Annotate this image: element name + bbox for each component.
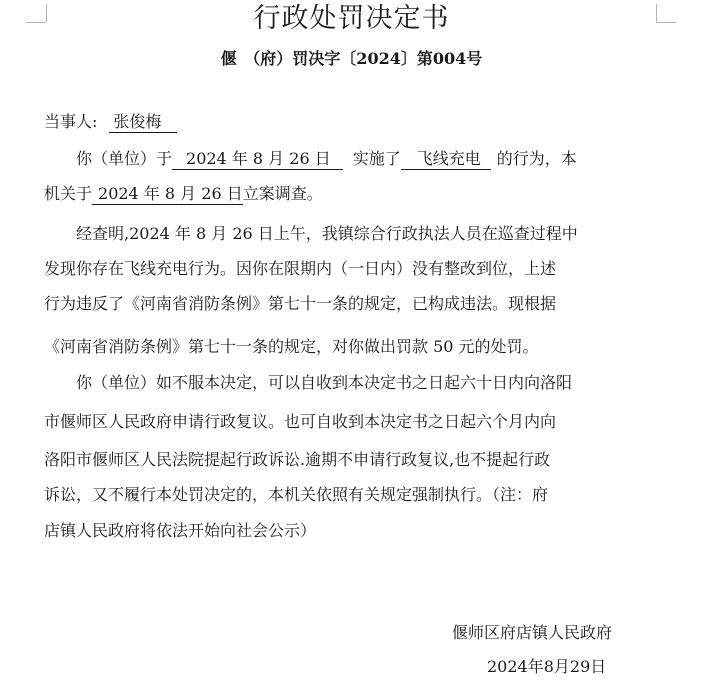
findings-line: 行为违反了《河南省消防条例》第七十一条的规定，已构成违法。现根据 bbox=[44, 294, 557, 313]
rights-line: 市偃师区人民政府申请行政复议。也可自收到本决定书之日起六个月内向 bbox=[44, 412, 557, 431]
party-name: 张俊梅 bbox=[109, 112, 177, 133]
issue-date: 2024年8月29日 bbox=[487, 657, 607, 676]
document-number: 偃 （府）罚决字〔2024〕第004号 bbox=[220, 49, 483, 68]
intro-text-e: 立案调查。 bbox=[242, 184, 323, 203]
findings-line: 发现你存在飞线充电行为。因你在限期内（一日内）没有整改到位，上述 bbox=[44, 259, 557, 278]
rights-line: 诉讼，又不履行本处罚决定的，本机关依照有关规定强制执行。（注：府 bbox=[44, 485, 549, 504]
party-label: 当事人: bbox=[44, 112, 98, 131]
filing-date: 2024 年 8 月 26 日 bbox=[92, 184, 243, 205]
findings-line: 《河南省消防条例》第七十一条的规定，对你做出罚款 50 元的处罚。 bbox=[44, 337, 539, 356]
intro-text-d: 机关于 bbox=[44, 184, 93, 203]
party-line bbox=[44, 111, 177, 133]
intro-text-c: 的行为，本 bbox=[496, 149, 577, 168]
rights-line: 洛阳市偃师区人民法院提起行政诉讼.逾期不申请行政复议,也不提起行政 bbox=[44, 450, 551, 469]
rights-line: 你（单位）如不服本决定，可以自收到本决定书之日起六十日内向洛阳 bbox=[76, 373, 573, 392]
incident-date: 2024 年 8 月 26 日 bbox=[172, 149, 343, 170]
intro-text-a: 你（单位）于 bbox=[76, 149, 173, 168]
document-title: 行政处罚决定书 bbox=[253, 3, 450, 34]
findings-line: 经查明,2024 年 8 月 26 日上午，我镇综合行政执法人员在巡查过程中 bbox=[76, 224, 578, 243]
violation-act: 飞线充电 bbox=[401, 149, 491, 170]
intro-line-2 bbox=[44, 183, 323, 205]
intro-line-1 bbox=[76, 148, 577, 170]
intro-text-b: 实施了 bbox=[352, 149, 401, 168]
rights-line: 店镇人民政府将依法开始向社会公示） bbox=[44, 521, 317, 540]
issuing-authority: 偃师区府店镇人民政府 bbox=[452, 623, 613, 642]
